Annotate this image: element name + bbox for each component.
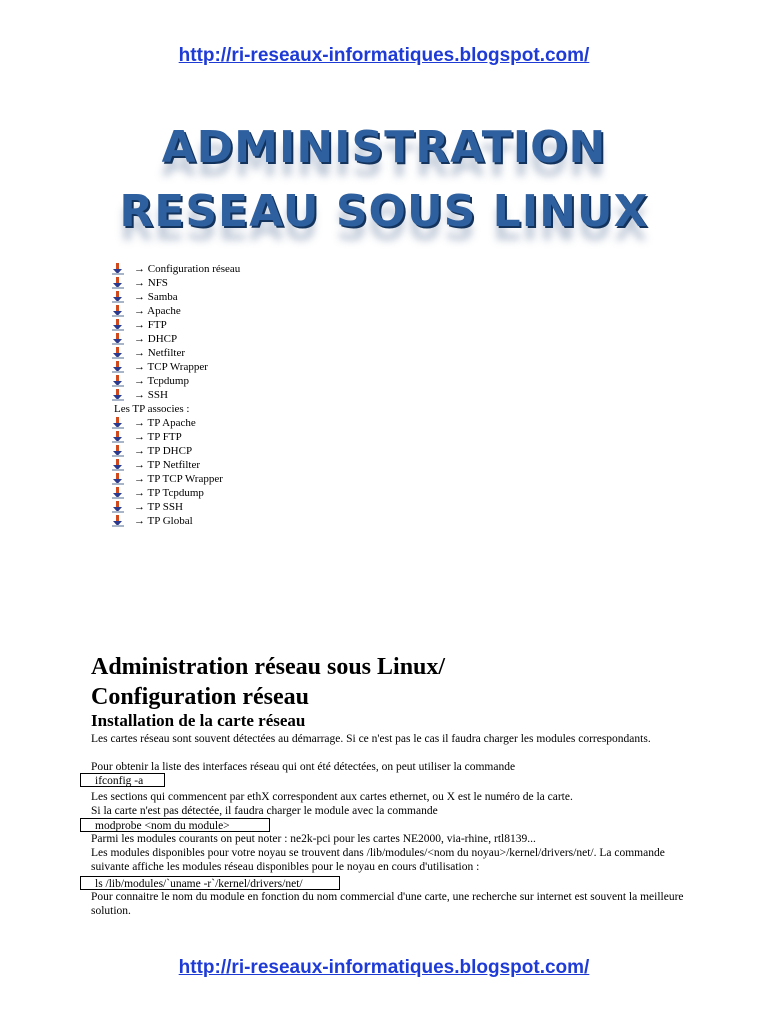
toc-item-apache[interactable]: → Apache bbox=[112, 304, 240, 318]
toc-item-tcpdump[interactable]: → Tcpdump bbox=[112, 374, 240, 388]
toc-item-tp-ftp[interactable]: → TP FTP bbox=[112, 430, 240, 444]
arrow-bullet-icon bbox=[112, 515, 126, 527]
arrow-bullet-icon bbox=[112, 319, 126, 331]
tp-heading: Les TP associes : bbox=[114, 403, 190, 415]
arrow-bullet-icon bbox=[112, 473, 126, 485]
toc-item-nfs[interactable]: → NFS bbox=[112, 276, 240, 290]
arrow-bullet-icon bbox=[112, 263, 126, 275]
toc-item-ftp[interactable]: → FTP bbox=[112, 318, 240, 332]
command-ls-modules: ls /lib/modules/`uname -r`/kernel/drivers/net/ bbox=[80, 876, 340, 890]
toc-item-netfilter[interactable]: → Netfilter bbox=[112, 346, 240, 360]
paragraph-list-interfaces: Pour obtenir la liste des interfaces réseau qui ont été détectées, on peut utiliser la commande bbox=[91, 761, 516, 773]
toc-item-samba[interactable]: → Samba bbox=[112, 290, 240, 304]
paragraph-load-module: Si la carte n'est pas détectée, il faudra charger le module avec la commande bbox=[91, 805, 438, 817]
command-ifconfig: ifconfig -a bbox=[80, 773, 165, 787]
arrow-bullet-icon bbox=[112, 277, 126, 289]
toc-item-tp-tcp-wrapper[interactable]: → TP TCP Wrapper bbox=[112, 472, 240, 486]
arrow-bullet-icon bbox=[112, 431, 126, 443]
arrow-bullet-icon bbox=[112, 445, 126, 457]
toc-item-configuration[interactable]: → Configuration réseau bbox=[112, 262, 240, 276]
arrow-bullet-icon bbox=[112, 361, 126, 373]
toc-item-tp-apache[interactable]: → TP Apache bbox=[112, 416, 240, 430]
toc-item-dhcp[interactable]: → DHCP bbox=[112, 332, 240, 346]
toc-item-tp-ssh[interactable]: → TP SSH bbox=[112, 500, 240, 514]
paragraph-ethx: Les sections qui commencent par ethX correspondent aux cartes ethernet, ou X est le numéro de la carte. bbox=[91, 791, 573, 803]
arrow-bullet-icon bbox=[112, 501, 126, 513]
toc-item-tcp-wrapper[interactable]: → TCP Wrapper bbox=[112, 360, 240, 374]
title-line-1: ADMINISTRATION bbox=[161, 122, 607, 173]
paragraph-available-modules: Les modules disponibles pour votre noyau se trouvent dans /lib/modules/<nom du noyau>/kernel/drivers/net/. La commande suivante affiche les modules réseau disponibles pour le noyau en cours d'utilisation : bbox=[91, 847, 665, 873]
arrow-bullet-icon bbox=[112, 333, 126, 345]
paragraph-detection: Les cartes réseau sont souvent détectées au démarrage. Si ce n'est pas le cas il faudra charger les modules correspondants. bbox=[91, 733, 651, 745]
arrow-bullet-icon bbox=[112, 459, 126, 471]
arrow-bullet-icon bbox=[112, 305, 126, 317]
arrow-bullet-icon bbox=[112, 487, 126, 499]
arrow-bullet-icon bbox=[112, 347, 126, 359]
toc-item-tp-global[interactable]: → TP Global bbox=[112, 514, 240, 528]
arrow-bullet-icon bbox=[112, 291, 126, 303]
blog-link-header[interactable]: http://ri-reseaux-informatiques.blogspot.com/ bbox=[178, 45, 590, 66]
title-line-2: RESEAU SOUS LINUX bbox=[119, 186, 649, 237]
toc-item-tp-tcpdump[interactable]: → TP Tcpdump bbox=[112, 486, 240, 500]
subsection-title: Installation de la carte réseau bbox=[91, 711, 306, 730]
paragraph-module-name: Pour connaitre le nom du module en fonction du nom commercial d'une carte, une recherche sur internet est souvent la meilleure solution. bbox=[91, 891, 684, 917]
section-title-line-2: Configuration réseau bbox=[91, 684, 309, 710]
command-modprobe: modprobe <nom du module> bbox=[80, 818, 270, 832]
arrow-bullet-icon bbox=[112, 375, 126, 387]
arrow-bullet-icon bbox=[112, 389, 126, 401]
toc-item-tp-dhcp[interactable]: → TP DHCP bbox=[112, 444, 240, 458]
arrow-bullet-icon bbox=[112, 417, 126, 429]
table-of-contents bbox=[112, 262, 240, 528]
paragraph-common-modules: Parmi les modules courants on peut noter : ne2k-pci pour les cartes NE2000, via-rhine, rtl8139... bbox=[91, 833, 536, 845]
blog-link-footer[interactable]: http://ri-reseaux-informatiques.blogspot.com/ bbox=[178, 957, 590, 978]
toc-item-tp-netfilter[interactable]: → TP Netfilter bbox=[112, 458, 240, 472]
toc-item-ssh[interactable]: → SSH bbox=[112, 388, 240, 402]
section-title-line-1: Administration réseau sous Linux/ bbox=[91, 654, 446, 680]
